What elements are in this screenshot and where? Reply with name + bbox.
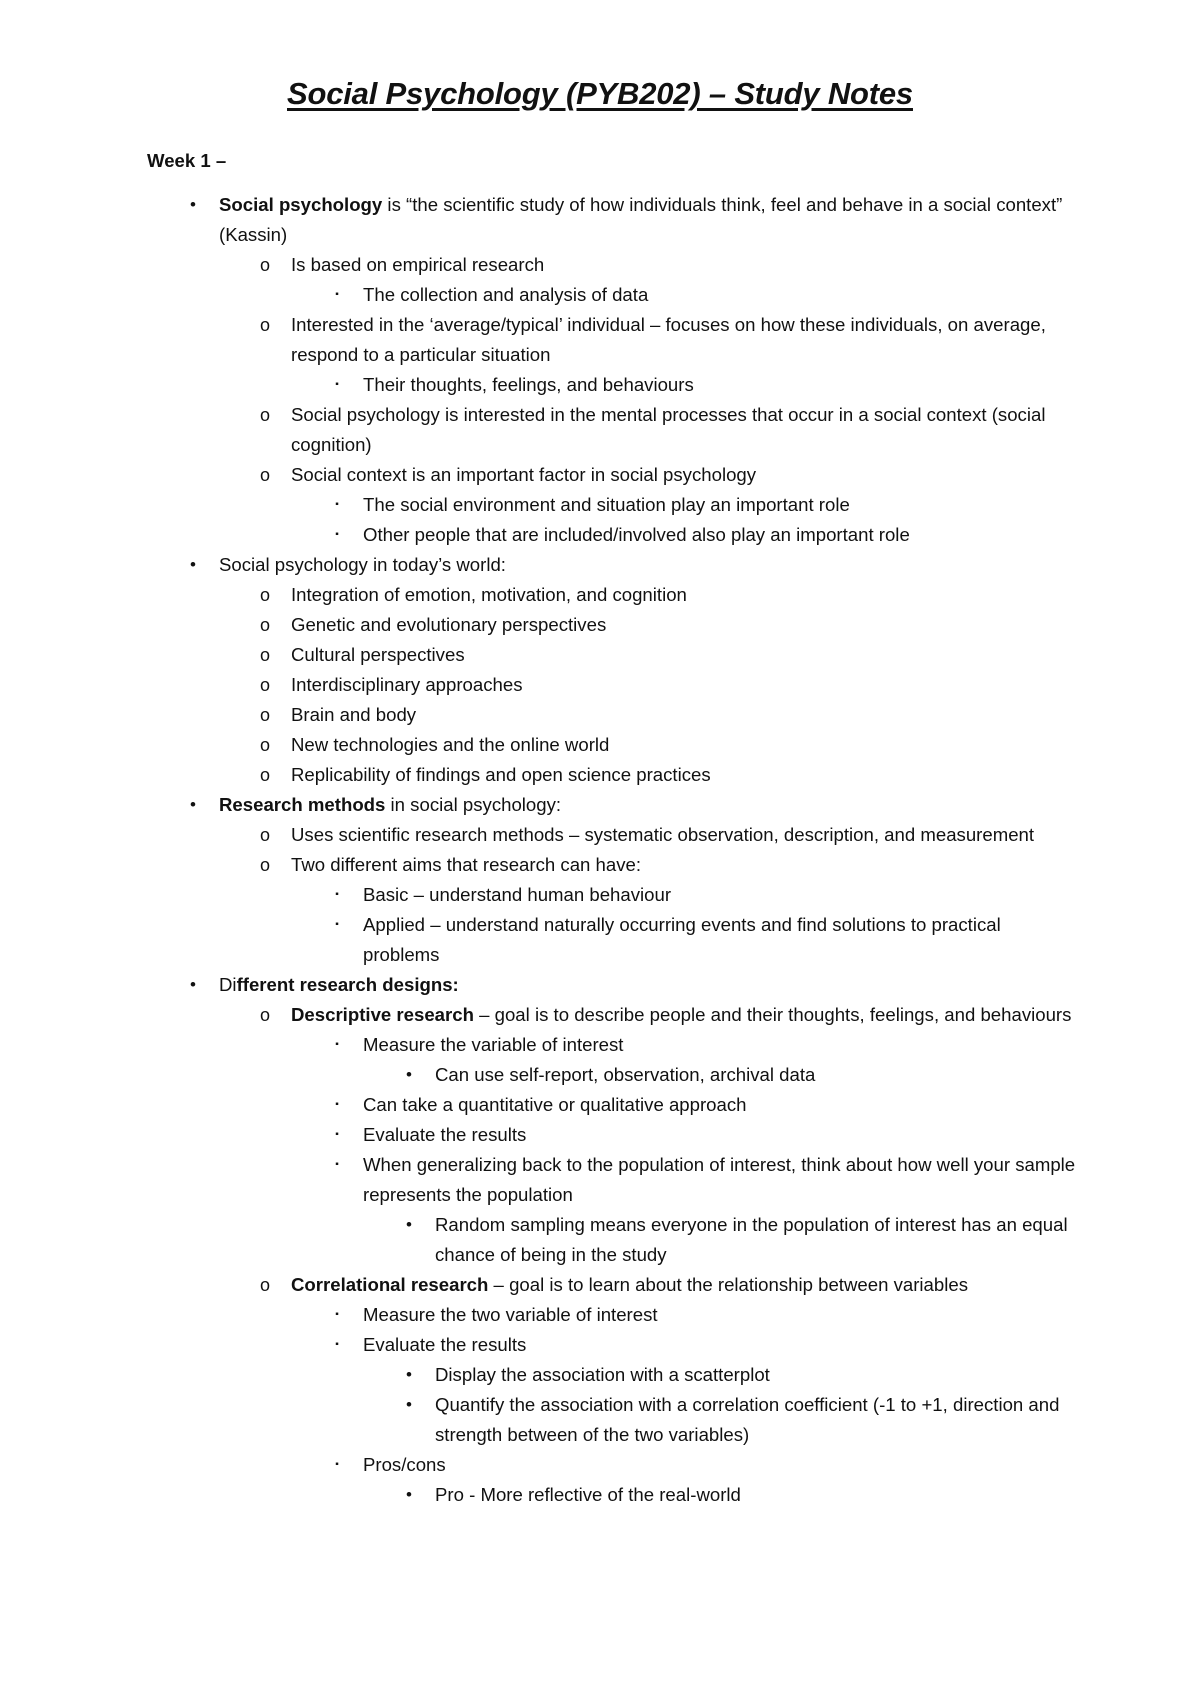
list-item [363,1360,1077,1390]
bullet-marker: o [259,1275,270,1295]
item-text: Cultural perspectives [291,644,465,665]
item-text: Their thoughts, feelings, and behaviours [363,374,694,395]
item-text: Di [219,974,237,995]
bullet-marker: o [259,645,270,665]
item-text: Social psychology in today’s world: [219,554,506,575]
list-item [291,1330,1077,1450]
list-item [147,550,1077,790]
bullet-marker: o [259,405,270,425]
list-item [291,490,1077,520]
bullet-marker: o [259,675,270,695]
item-text: Interdisciplinary approaches [291,674,523,695]
list-item [219,760,1077,790]
item-text: Quantify the association with a correlation coefficient (-1 to +1, direction and strength between of the two variables) [435,1394,1060,1445]
list-item [363,1480,1077,1510]
list-item [363,1390,1077,1450]
sub-list [363,1060,1077,1090]
list-item [363,1210,1077,1270]
item-text: Can use self-report, observation, archival data [435,1064,816,1085]
bullet-marker: ▪ [335,1339,339,1350]
bullet-marker: • [190,195,196,214]
list-item [291,520,1077,550]
top-level-list [147,190,1077,1510]
item-text: Brain and body [291,704,417,725]
bullet-marker: • [190,795,196,814]
item-text: is “the scientific study of how individuals think, feel and behave in a social context” (Kassin) [219,194,1063,245]
item-text: The collection and analysis of data [363,284,649,305]
item-text: Display the association with a scatterplot [435,1364,770,1385]
list-item [363,1060,1077,1090]
bullet-marker: • [406,1485,412,1504]
sub-list [219,250,1077,550]
sub-list [291,1030,1077,1270]
item-text: Two different aims that research can have: [291,854,642,875]
bullet-marker: • [190,975,196,994]
list-item [219,700,1077,730]
document-body [147,146,1077,1510]
bullet-marker: o [259,315,270,335]
bullet-marker: ▪ [335,889,339,900]
list-item [219,460,1077,550]
list-item [147,790,1077,970]
item-text: Evaluate the results [363,1334,527,1355]
bullet-marker: ▪ [335,1129,339,1140]
sub-list [219,580,1077,790]
bullet-marker: ▪ [335,529,339,540]
bullet-marker: o [259,705,270,725]
item-text: Random sampling means everyone in the population of interest has an equal chance of being in the study [435,1214,1068,1265]
list-item [147,970,1077,1510]
bullet-marker: ▪ [335,1039,339,1050]
bullet-marker: o [259,255,270,275]
sub-list [219,820,1077,970]
item-text: Social psychology is interested in the mental processes that occur in a social context (social cognition) [291,404,1046,455]
list-item [219,1270,1077,1510]
sub-list [291,370,1077,400]
bullet-marker: ▪ [335,289,339,300]
sub-list [219,1000,1077,1510]
list-item [219,670,1077,700]
bullet-marker: ▪ [335,1159,339,1170]
bullet-marker: • [406,1365,412,1384]
item-text: – goal is to describe people and their thoughts, feelings, and behaviours [473,1004,1072,1025]
item-text: Interested in the ‘average/typical’ individual – focuses on how these individuals, on average, respond to a particular situation [291,314,1046,365]
item-text: The social environment and situation play an important role [363,494,850,515]
term-bold: Correlational research [291,1274,489,1295]
sub-list [291,880,1077,970]
list-item [219,850,1077,970]
list-item [219,250,1077,310]
bullet-marker: • [406,1395,412,1414]
list-item [291,880,1077,910]
item-text: Other people that are included/involved also play an important role [363,524,910,545]
item-text: Can take a quantitative or qualitative approach [363,1094,747,1115]
sub-list [291,280,1077,310]
item-text: – goal is to learn about the relationship between variables [488,1274,969,1295]
sub-list [291,1300,1077,1510]
list-item [219,610,1077,640]
item-text: Applied – understand naturally occurring events and find solutions to practical problems [363,914,1001,965]
bullet-marker: • [190,555,196,574]
bullet-marker: o [259,585,270,605]
bullet-marker: o [259,465,270,485]
item-text: New technologies and the online world [291,734,610,755]
list-item [147,190,1077,550]
bullet-marker: o [259,615,270,635]
bullet-marker: ▪ [335,1309,339,1320]
bullet-marker: ▪ [335,1099,339,1110]
list-item [219,640,1077,670]
sub-list [363,1360,1077,1450]
term-bold: fferent research designs: [236,974,459,995]
item-text: Genetic and evolutionary perspectives [291,614,607,635]
item-text: Evaluate the results [363,1124,527,1145]
bullet-marker: ▪ [335,1459,339,1470]
list-item [291,1450,1077,1510]
list-item [291,370,1077,400]
item-text: Uses scientific research methods – systematic observation, description, and measurement [291,824,1035,845]
list-item [219,310,1077,400]
item-text: When generalizing back to the population of interest, think about how well your sample represents the population [363,1154,1076,1205]
list-item [219,820,1077,850]
bullet-marker: o [259,765,270,785]
list-item [291,910,1077,970]
sub-list [291,490,1077,550]
item-text: Measure the two variable of interest [363,1304,658,1325]
sub-list [363,1480,1077,1510]
term-bold: Descriptive research [291,1004,474,1025]
bullet-marker: o [259,825,270,845]
bullet-marker: • [406,1065,412,1084]
item-text: Social context is an important factor in social psychology [291,464,757,485]
bullet-marker: o [259,1005,270,1025]
item-text: Is based on empirical research [291,254,545,275]
list-item [291,280,1077,310]
list-item [291,1300,1077,1330]
term-bold: Social psychology [219,194,383,215]
document-title: Social Psychology (PYB202) – Study Notes [287,76,913,111]
bullet-marker: o [259,855,270,875]
list-item [291,1120,1077,1150]
list-item [291,1030,1077,1090]
item-text: Replicability of findings and open science practices [291,764,711,785]
list-item [219,730,1077,760]
week-heading: Week 1 – [147,150,227,171]
term-bold: Research methods [219,794,386,815]
item-text: Pro - More reflective of the real-world [435,1484,741,1505]
list-item [219,1000,1077,1270]
list-item [291,1090,1077,1120]
item-text: Integration of emotion, motivation, and cognition [291,584,687,605]
list-item [291,1150,1077,1270]
bullet-marker: ▪ [335,919,339,930]
bullet-marker: ▪ [335,499,339,510]
list-item [219,400,1077,460]
item-text: in social psychology: [385,794,562,815]
item-text: Basic – understand human behaviour [363,884,672,905]
list-item [219,580,1077,610]
item-text: Measure the variable of interest [363,1034,624,1055]
sub-list [363,1210,1077,1270]
bullet-marker: • [406,1215,412,1234]
item-text: Pros/cons [363,1454,446,1475]
bullet-marker: o [259,735,270,755]
bullet-marker: ▪ [335,379,339,390]
